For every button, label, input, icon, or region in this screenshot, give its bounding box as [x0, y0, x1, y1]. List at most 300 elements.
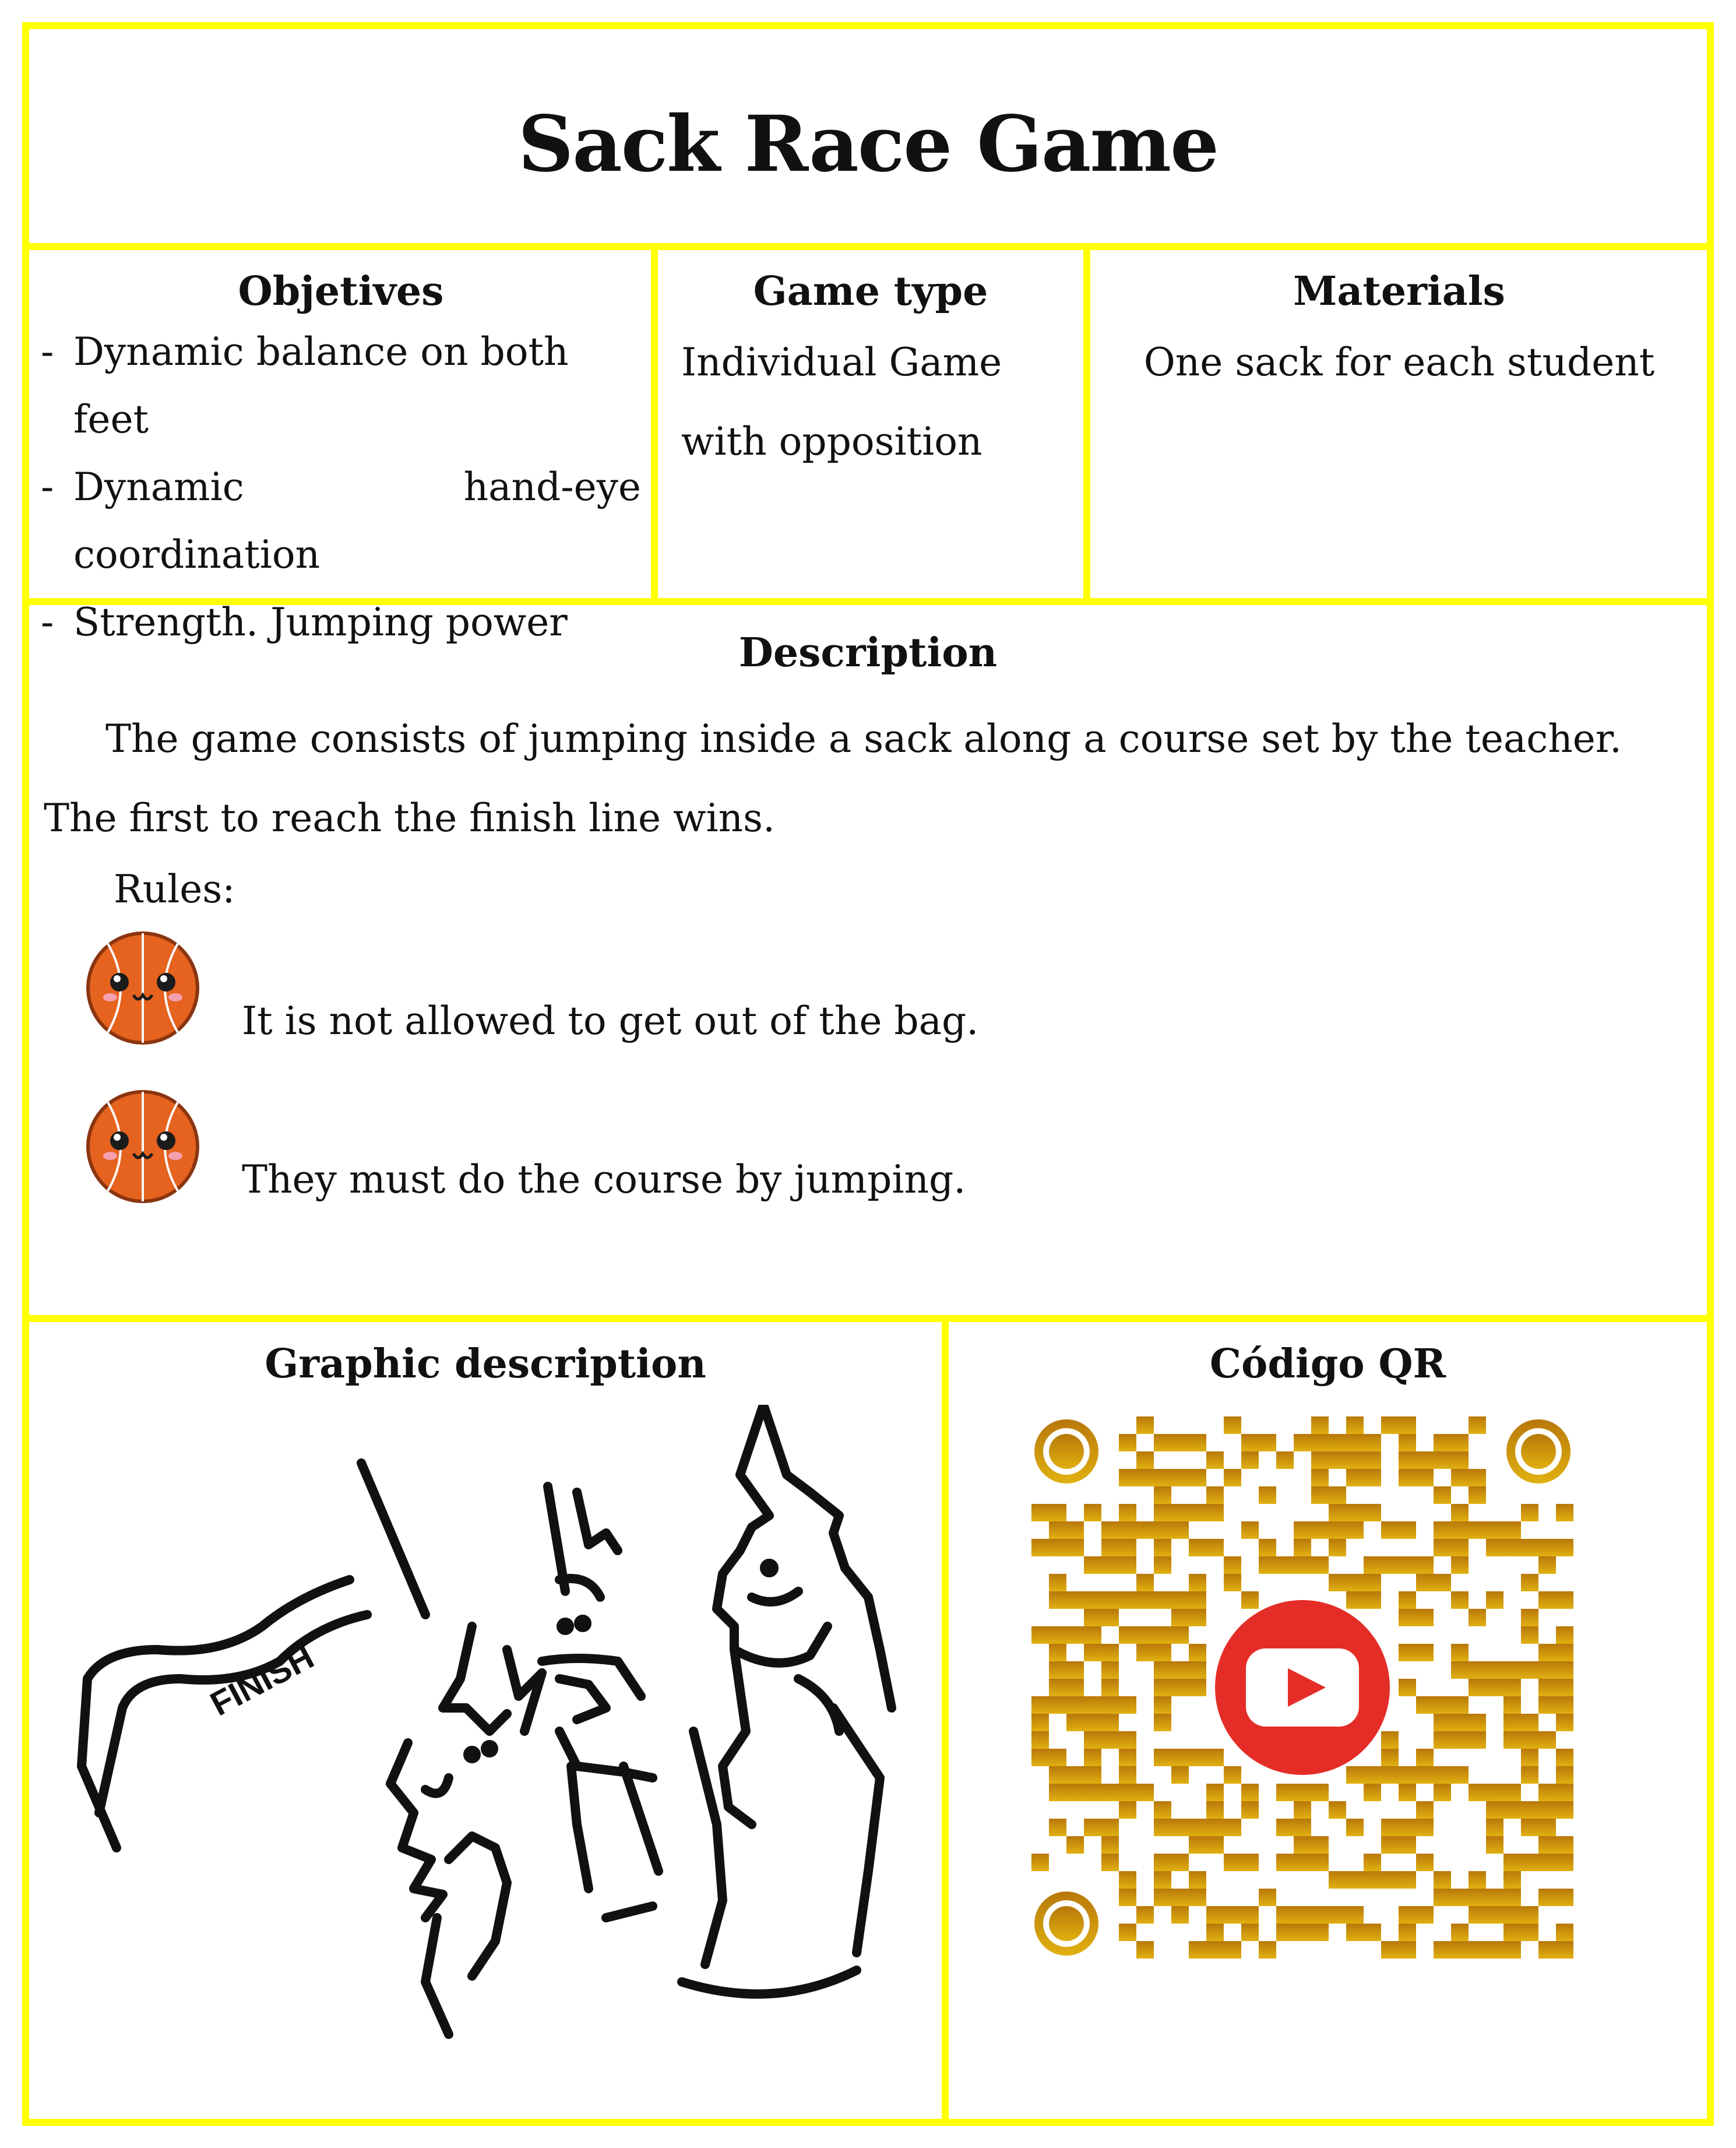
- qr-module: [1451, 1504, 1469, 1521]
- qr-module: [1259, 1941, 1276, 1959]
- qr-module: [1451, 1469, 1469, 1486]
- qr-module: [1486, 1591, 1503, 1609]
- qr-module: [1399, 1924, 1416, 1941]
- qr-module: [1154, 1626, 1171, 1644]
- qr-module: [1171, 1679, 1189, 1696]
- objective-item: - Dynamic hand-eye coordination: [41, 453, 641, 589]
- qr-module: [1486, 1906, 1503, 1924]
- qr-module: [1451, 1889, 1469, 1906]
- qr-module: [1031, 1626, 1049, 1644]
- qr-module: [1031, 1504, 1049, 1521]
- qr-module: [1119, 1504, 1136, 1521]
- qr-heading: Código QR: [1209, 1341, 1446, 1387]
- qr-module: [1556, 1836, 1573, 1854]
- qr-module: [1189, 1871, 1206, 1889]
- qr-module: [1066, 1591, 1084, 1609]
- qr-module: [1241, 1924, 1259, 1941]
- qr-module: [1066, 1539, 1084, 1556]
- qr-module: [1329, 1871, 1346, 1889]
- qr-module: [1136, 1469, 1154, 1486]
- qr-module: [1416, 1801, 1434, 1819]
- qr-module: [1416, 1574, 1434, 1591]
- qr-module: [1189, 1574, 1206, 1591]
- qr-module: [1346, 1924, 1364, 1941]
- qr-module: [1101, 1731, 1119, 1749]
- qr-module: [1154, 1486, 1171, 1504]
- qr-module: [1399, 1906, 1416, 1924]
- qr-module: [1399, 1941, 1416, 1959]
- qr-module: [1399, 1451, 1416, 1469]
- qr-module: [1119, 1749, 1136, 1766]
- qr-module: [1451, 1434, 1469, 1451]
- qr-module: [1154, 1854, 1171, 1871]
- qr-module: [1416, 1451, 1434, 1469]
- qr-module: [1416, 1819, 1434, 1836]
- qr-module: [1136, 1906, 1154, 1924]
- qr-module: [1084, 1749, 1101, 1766]
- qr-module: [1329, 1504, 1346, 1521]
- qr-module: [1486, 1521, 1503, 1539]
- qr-module: [1503, 1941, 1521, 1959]
- qr-module: [1119, 1626, 1136, 1644]
- divider-v2: [1083, 250, 1090, 598]
- qr-module: [1101, 1819, 1119, 1836]
- qr-module: [1119, 1766, 1136, 1784]
- qr-module: [1434, 1714, 1451, 1731]
- qr-module: [1416, 1906, 1434, 1924]
- youtube-play-icon: [1215, 1600, 1390, 1775]
- qr-module: [1049, 1591, 1066, 1609]
- qr-module: [1503, 1906, 1521, 1924]
- qr-module: [1136, 1451, 1154, 1469]
- qr-module: [1206, 1486, 1224, 1504]
- qr-module: [1294, 1801, 1311, 1819]
- qr-module: [1399, 1609, 1416, 1626]
- qr-module: [1171, 1854, 1189, 1871]
- qr-module: [1206, 1836, 1224, 1854]
- qr-module: [1294, 1854, 1311, 1871]
- qr-module: [1381, 1871, 1399, 1889]
- qr-module: [1241, 1451, 1259, 1469]
- qr-module: [1434, 1731, 1451, 1749]
- qr-module: [1049, 1661, 1066, 1679]
- qr-module: [1049, 1679, 1066, 1696]
- qr-module: [1119, 1556, 1136, 1574]
- qr-module: [1171, 1434, 1189, 1451]
- game-type-line2: with opposition: [681, 419, 983, 464]
- qr-module: [1049, 1644, 1066, 1661]
- qr-module: [1259, 1539, 1276, 1556]
- qr-module: [1136, 1626, 1154, 1644]
- qr-module: [1049, 1539, 1066, 1556]
- qr-module: [1311, 1854, 1329, 1871]
- qr-module: [1346, 1434, 1364, 1451]
- qr-module: [1171, 1889, 1189, 1906]
- qr-module: [1189, 1609, 1206, 1626]
- qr-module: [1364, 1924, 1381, 1941]
- qr-module: [1119, 1591, 1136, 1609]
- divider-bottom: [29, 1315, 1707, 1322]
- qr-module: [1066, 1661, 1084, 1679]
- qr-module: [1311, 1469, 1329, 1486]
- qr-module: [1119, 1539, 1136, 1556]
- qr-module: [1381, 1819, 1399, 1836]
- qr-module: [1434, 1871, 1451, 1889]
- qr-module: [1416, 1766, 1434, 1784]
- qr-module: [1503, 1696, 1521, 1714]
- qr-module: [1066, 1679, 1084, 1696]
- qr-module: [1521, 1661, 1538, 1679]
- qr-module: [1189, 1591, 1206, 1609]
- qr-module: [1521, 1504, 1538, 1521]
- qr-module: [1206, 1941, 1224, 1959]
- qr-module: [1276, 1854, 1294, 1871]
- qr-module: [1119, 1469, 1136, 1486]
- qr-module: [1364, 1504, 1381, 1521]
- qr-module: [1399, 1679, 1416, 1696]
- qr-module: [1311, 1434, 1329, 1451]
- qr-module: [1084, 1731, 1101, 1749]
- qr-module: [1556, 1504, 1573, 1521]
- qr-module: [1503, 1731, 1521, 1749]
- basketball-face-icon: [84, 930, 201, 1046]
- qr-module: [1171, 1591, 1189, 1609]
- objectives-heading: Objetives: [238, 268, 444, 315]
- qr-module: [1119, 1784, 1136, 1801]
- qr-code[interactable]: [1031, 1416, 1573, 1959]
- qr-module: [1171, 1626, 1189, 1644]
- game-type-line1: Individual Game: [681, 340, 1002, 385]
- basketball-face-icon: [84, 1088, 201, 1205]
- qr-module: [1538, 1679, 1556, 1696]
- qr-module: [1084, 1696, 1101, 1714]
- qr-module: [1521, 1819, 1538, 1836]
- qr-module: [1136, 1644, 1154, 1661]
- qr-module: [1084, 1591, 1101, 1609]
- qr-module: [1049, 1749, 1066, 1766]
- qr-module: [1521, 1609, 1538, 1626]
- qr-module: [1259, 1889, 1276, 1906]
- qr-module: [1189, 1889, 1206, 1906]
- qr-module: [1486, 1889, 1503, 1906]
- qr-module: [1451, 1766, 1469, 1784]
- qr-module: [1171, 1469, 1189, 1486]
- qr-module: [1364, 1574, 1381, 1591]
- qr-module: [1469, 1731, 1486, 1749]
- qr-module: [1119, 1801, 1136, 1819]
- qr-module: [1189, 1679, 1206, 1696]
- qr-module: [1189, 1504, 1206, 1521]
- qr-module: [1521, 1731, 1538, 1749]
- qr-module: [1451, 1644, 1469, 1661]
- qr-module: [1084, 1819, 1101, 1836]
- qr-module: [1241, 1434, 1259, 1451]
- qr-module: [1276, 1906, 1294, 1924]
- qr-module: [1556, 1714, 1573, 1731]
- qr-module: [1346, 1521, 1364, 1539]
- qr-module: [1171, 1749, 1189, 1766]
- qr-module: [1486, 1784, 1503, 1801]
- qr-module: [1189, 1941, 1206, 1959]
- page-title: Sack Race Game: [517, 99, 1219, 189]
- game-type-cell: [658, 268, 1083, 481]
- qr-module: [1469, 1714, 1486, 1731]
- qr-module: [1329, 1906, 1346, 1924]
- qr-module: [1364, 1784, 1381, 1801]
- qr-module: [1521, 1539, 1538, 1556]
- qr-module: [1538, 1644, 1556, 1661]
- qr-module: [1294, 1539, 1311, 1556]
- qr-module: [1224, 1469, 1241, 1486]
- qr-module: [1294, 1924, 1311, 1941]
- qr-module: [1101, 1521, 1119, 1539]
- qr-module: [1381, 1416, 1399, 1434]
- qr-module: [1556, 1889, 1573, 1906]
- game-card: [22, 22, 1714, 2126]
- qr-module: [1189, 1661, 1206, 1679]
- qr-module: [1154, 1504, 1171, 1521]
- qr-module: [1206, 1451, 1224, 1469]
- qr-module: [1434, 1521, 1451, 1539]
- qr-module: [1154, 1871, 1171, 1889]
- qr-module: [1154, 1434, 1171, 1451]
- qr-module: [1329, 1801, 1346, 1819]
- qr-module: [1538, 1784, 1556, 1801]
- qr-module: [1451, 1696, 1469, 1714]
- qr-module: [1101, 1556, 1119, 1574]
- qr-module: [1206, 1924, 1224, 1941]
- qr-module: [1556, 1941, 1573, 1959]
- qr-module: [1346, 1451, 1364, 1469]
- qr-module: [1434, 1451, 1451, 1469]
- qr-module: [1329, 1451, 1346, 1469]
- qr-module: [1171, 1609, 1189, 1626]
- qr-module: [1503, 1889, 1521, 1906]
- qr-module: [1434, 1889, 1451, 1906]
- qr-module: [1049, 1521, 1066, 1539]
- qr-module: [1136, 1784, 1154, 1801]
- qr-module: [1154, 1521, 1171, 1539]
- qr-module: [1276, 1451, 1294, 1469]
- qr-module: [1469, 1521, 1486, 1539]
- qr-module: [1136, 1521, 1154, 1539]
- qr-module: [1241, 1906, 1259, 1924]
- qr-module: [1241, 1591, 1259, 1609]
- qr-module: [1381, 1731, 1399, 1749]
- qr-module: [1206, 1906, 1224, 1924]
- qr-module: [1259, 1486, 1276, 1504]
- qr-module: [1259, 1434, 1276, 1451]
- qr-module: [1084, 1766, 1101, 1784]
- qr-module: [1294, 1434, 1311, 1451]
- qr-module: [1171, 1504, 1189, 1521]
- qr-module: [1399, 1819, 1416, 1836]
- qr-module: [1434, 1486, 1451, 1504]
- qr-module: [1101, 1591, 1119, 1609]
- qr-module: [1521, 1626, 1538, 1644]
- qr-module: [1451, 1451, 1469, 1469]
- qr-module: [1189, 1836, 1206, 1854]
- qr-module: [1154, 1801, 1171, 1819]
- qr-module: [1451, 1941, 1469, 1959]
- qr-module: [1469, 1784, 1486, 1801]
- qr-module: [1556, 1784, 1573, 1801]
- qr-module: [1084, 1644, 1101, 1661]
- qr-module: [1416, 1644, 1434, 1661]
- qr-module: [1469, 1469, 1486, 1486]
- qr-module: [1538, 1819, 1556, 1836]
- materials-heading: Materials: [1293, 268, 1505, 315]
- qr-module: [1469, 1679, 1486, 1696]
- qr-module: [1381, 1521, 1399, 1539]
- qr-module: [1451, 1714, 1469, 1731]
- qr-module: [1136, 1941, 1154, 1959]
- qr-module: [1276, 1784, 1294, 1801]
- qr-module: [1434, 1574, 1451, 1591]
- qr-module: [1224, 1941, 1241, 1959]
- qr-module: [1503, 1521, 1521, 1539]
- qr-module: [1066, 1696, 1084, 1714]
- qr-module: [1311, 1836, 1329, 1854]
- qr-module: [1556, 1591, 1573, 1609]
- qr-module: [1049, 1696, 1066, 1714]
- qr-module: [1451, 1661, 1469, 1679]
- qr-module: [1538, 1661, 1556, 1679]
- qr-module: [1416, 1749, 1434, 1766]
- qr-module: [1294, 1556, 1311, 1574]
- qr-module: [1381, 1836, 1399, 1854]
- qr-module: [1469, 1609, 1486, 1626]
- qr-module: [1276, 1556, 1294, 1574]
- qr-module: [1556, 1661, 1573, 1679]
- qr-module: [1154, 1889, 1171, 1906]
- objectives-cell: [41, 268, 641, 656]
- qr-module: [1556, 1679, 1573, 1696]
- qr-module: [1206, 1749, 1224, 1766]
- qr-module: [1189, 1644, 1206, 1661]
- qr-module: [1119, 1924, 1136, 1941]
- qr-module: [1084, 1609, 1101, 1626]
- qr-module: [1224, 1416, 1241, 1434]
- qr-module: [1503, 1801, 1521, 1819]
- qr-module: [1084, 1504, 1101, 1521]
- qr-module: [1224, 1556, 1241, 1574]
- game-type-heading: Game type: [753, 268, 988, 315]
- qr-module: [1311, 1784, 1329, 1801]
- qr-module: [1101, 1539, 1119, 1556]
- qr-module: [1399, 1766, 1416, 1784]
- rules-label: Rules:: [114, 867, 235, 912]
- qr-module: [1294, 1784, 1311, 1801]
- qr-module: [1364, 1766, 1381, 1784]
- qr-module: [1084, 1556, 1101, 1574]
- qr-module: [1311, 1906, 1329, 1924]
- qr-module: [1101, 1784, 1119, 1801]
- qr-module: [1119, 1871, 1136, 1889]
- qr-module: [1503, 1679, 1521, 1696]
- qr-module: [1154, 1819, 1171, 1836]
- qr-module: [1329, 1521, 1346, 1539]
- qr-module: [1538, 1591, 1556, 1609]
- qr-module: [1084, 1714, 1101, 1731]
- qr-module: [1066, 1521, 1084, 1539]
- qr-module: [1154, 1696, 1171, 1714]
- qr-module: [1538, 1731, 1556, 1749]
- qr-module: [1066, 1784, 1084, 1801]
- qr-module: [1469, 1871, 1486, 1889]
- qr-module: [1154, 1644, 1171, 1661]
- qr-module: [1364, 1434, 1381, 1451]
- qr-module: [1521, 1714, 1538, 1731]
- qr-module: [1101, 1714, 1119, 1731]
- qr-module: [1311, 1451, 1329, 1469]
- qr-module: [1434, 1539, 1451, 1556]
- qr-module: [1206, 1504, 1224, 1521]
- qr-module: [1066, 1836, 1084, 1854]
- qr-module: [1416, 1469, 1434, 1486]
- qr-module: [1294, 1836, 1311, 1854]
- qr-module: [1311, 1521, 1329, 1539]
- qr-module: [1346, 1766, 1364, 1784]
- divider-v3: [942, 1322, 949, 2126]
- qr-module: [1364, 1591, 1381, 1609]
- objective-item: - Strength. Jumping power: [41, 589, 641, 656]
- qr-module: [1521, 1749, 1538, 1766]
- qr-module: [1556, 1766, 1573, 1784]
- description-paragraph: The game consists of jumping inside a sack along a course set by the teacher. The first to reach the finish line wins.: [44, 716, 1622, 841]
- divider-v1: [651, 250, 658, 598]
- qr-module: [1119, 1731, 1136, 1749]
- qr-module: [1556, 1626, 1573, 1644]
- qr-module: [1206, 1539, 1224, 1556]
- qr-module: [1101, 1696, 1119, 1714]
- rule-text: They must do the course by jumping.: [242, 1157, 966, 1202]
- qr-module: [1399, 1591, 1416, 1609]
- qr-module: [1171, 1521, 1189, 1539]
- qr-module: [1451, 1556, 1469, 1574]
- qr-module: [1503, 1924, 1521, 1941]
- qr-module: [1154, 1469, 1171, 1486]
- qr-module: [1206, 1784, 1224, 1801]
- qr-module: [1189, 1469, 1206, 1486]
- qr-module: [1399, 1836, 1416, 1854]
- qr-module: [1066, 1714, 1084, 1731]
- description-heading: Description: [738, 630, 998, 676]
- qr-module: [1241, 1521, 1259, 1539]
- qr-module: [1189, 1539, 1206, 1556]
- qr-module: [1538, 1801, 1556, 1819]
- qr-module: [1521, 1854, 1538, 1871]
- qr-module: [1381, 1766, 1399, 1784]
- qr-module: [1486, 1661, 1503, 1679]
- qr-module: [1224, 1854, 1241, 1871]
- materials-cell: [1090, 268, 1708, 402]
- qr-module: [1066, 1626, 1084, 1644]
- qr-module: [1136, 1416, 1154, 1434]
- qr-module: [1031, 1696, 1049, 1714]
- finish-banner-text: FINISH: [204, 1637, 320, 1724]
- qr-module: [1154, 1679, 1171, 1696]
- qr-module: [1469, 1661, 1486, 1679]
- qr-module: [1486, 1679, 1503, 1696]
- qr-module: [1399, 1469, 1416, 1486]
- qr-module: [1521, 1906, 1538, 1924]
- materials-text: One sack for each student: [1143, 340, 1655, 385]
- qr-module: [1364, 1871, 1381, 1889]
- qr-module: [1049, 1819, 1066, 1836]
- qr-module: [1538, 1539, 1556, 1556]
- qr-module: [1556, 1854, 1573, 1871]
